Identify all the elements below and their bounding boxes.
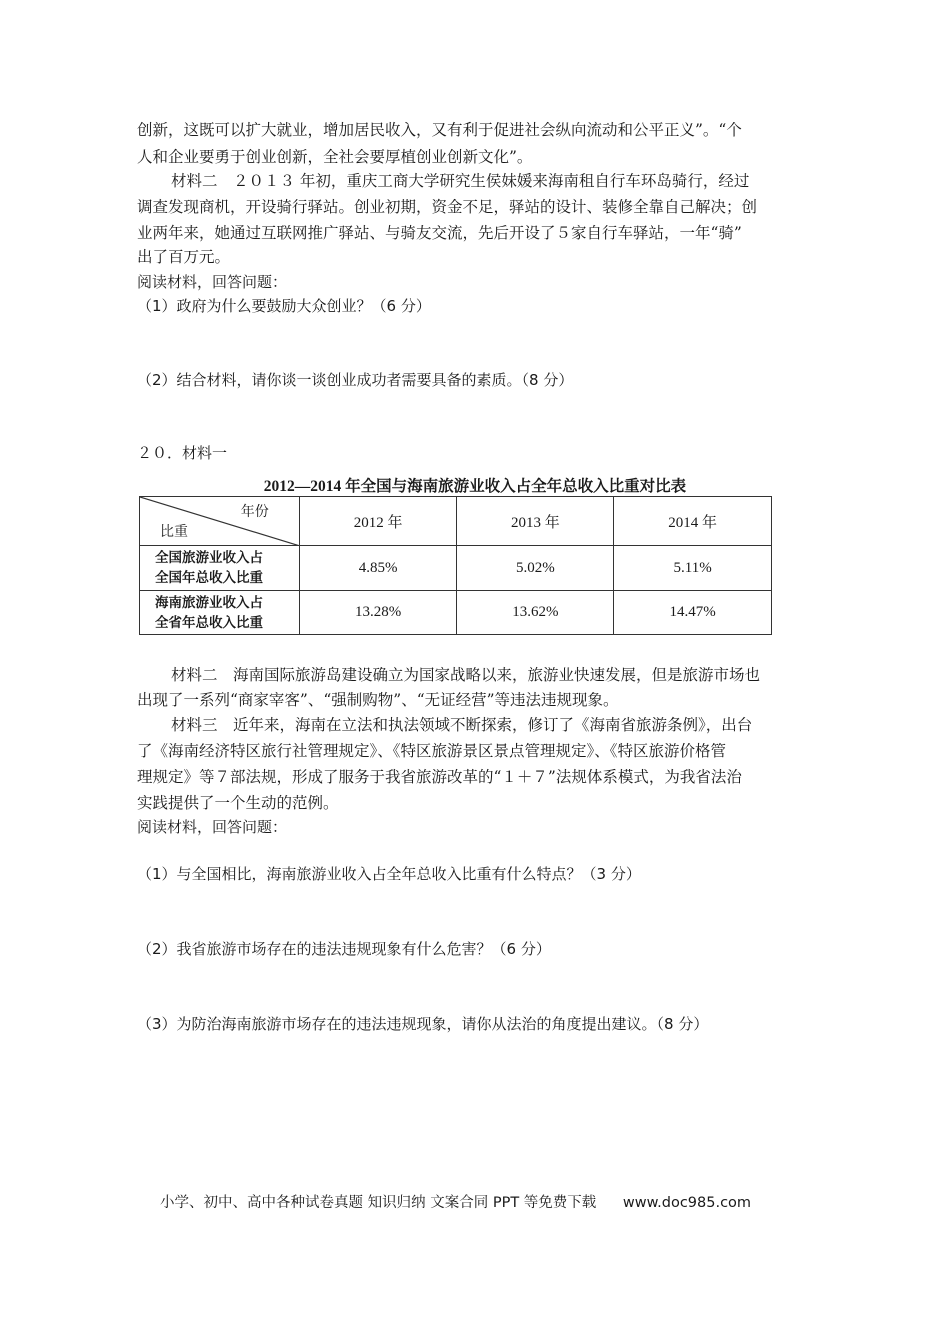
table-cell: 13.28% xyxy=(299,591,457,635)
row-label: 海南旅游业收入占 全省年总收入比重 xyxy=(140,591,300,635)
table-row xyxy=(140,546,772,591)
table-cell: 13.62% xyxy=(457,591,614,635)
corner-label-year: 年份 xyxy=(240,505,269,520)
table-cell: 14.47% xyxy=(614,591,772,635)
intro-line-1: 创新，这既可以扩大就业，增加居民收入，又有利于促进社会纵向流动和公平正义”。“个 xyxy=(137,121,742,139)
q20-prompt: 阅读材料，回答问题： xyxy=(137,818,288,836)
q20-material3-line-1: 材料三 近年来，海南在立法和执法领域不断探索，修订了《海南省旅游条例》，出台 xyxy=(171,716,753,734)
q20-heading: ２０．材料一 xyxy=(137,444,228,462)
table-corner-cell xyxy=(140,497,300,546)
table-title: 2012—2014 年全国与海南旅游业收入占全年总收入比重对比表 xyxy=(263,478,687,495)
q20-question-2: （2）我省旅游市场存在的违法违规现象有什么危害？（6 分） xyxy=(137,940,551,958)
year-header: 2012 年 xyxy=(299,497,457,546)
table-cell: 5.02% xyxy=(457,546,614,591)
row-label: 全国旅游业收入占 全国年总收入比重 xyxy=(140,546,300,591)
table-cell: 5.11% xyxy=(614,546,772,591)
corner-label-ratio: 比重 xyxy=(160,525,188,540)
footer-url-link[interactable]: www.doc985.com xyxy=(622,1195,752,1211)
q19-prompt: 阅读材料，回答问题： xyxy=(137,273,288,291)
q19-question-2: （2）结合材料，请你谈一谈创业成功者需要具备的素质。（8 分） xyxy=(137,371,574,389)
q20-material2-line-2: 出现了一系列“商家宰客”、“强制购物”、“无证经营”等违法违规现象。 xyxy=(137,691,619,709)
intro-line-2: 人和企业要勇于创业创新，全社会要厚植创业创新文化”。 xyxy=(137,148,533,166)
q19-material2-line-1: 材料二 ２０１３ 年初，重庆工商大学研究生侯妹媛来海南租自行车环岛骑行，经过 xyxy=(171,172,750,190)
q19-material2-line-2: 调查发现商机，开设骑行驿站。创业初期，资金不足，驿站的设计、装修全靠自己解决；创 xyxy=(137,198,758,216)
table-cell: 4.85% xyxy=(299,546,457,591)
q20-material3-line-3: 理规定》等７部法规，形成了服务于我省旅游改革的“１＋７”法规体系模式，为我省法治 xyxy=(137,768,742,786)
q19-material2-line-4: 出了百万元。 xyxy=(137,248,231,266)
q20-material3-line-2: 了《海南经济特区旅行社管理规定》、《特区旅游景区景点管理规定》、《特区旅游价格管 xyxy=(137,742,727,760)
q19-material2-line-3: 业两年来，她通过互联网推广驿站、与骑友交流，先后开设了５家自行车驿站，一年“骑” xyxy=(137,224,742,242)
year-header: 2014 年 xyxy=(614,497,772,546)
q20-material2-line-1: 材料二 海南国际旅游岛建设确立为国家战略以来，旅游业快速发展，但是旅游市场也 xyxy=(171,666,761,684)
footer-text: 小学、初中、高中各种试卷真题 知识归纳 文案合同 PPT 等免费下载 xyxy=(160,1195,597,1211)
q20-material3-line-4: 实践提供了一个生动的范例。 xyxy=(137,794,339,812)
page-footer xyxy=(160,1191,751,1212)
table-row xyxy=(140,591,772,635)
ratio-table xyxy=(139,496,772,635)
q19-question-1: （1）政府为什么要鼓励大众创业？（6 分） xyxy=(137,297,431,315)
q20-question-3: （3）为防治海南旅游市场存在的违法违规现象，请你从法治的角度提出建议。（8 分） xyxy=(137,1015,709,1033)
year-header: 2013 年 xyxy=(457,497,614,546)
q20-question-1: （1）与全国相比，海南旅游业收入占全年总收入比重有什么特点？（3 分） xyxy=(137,865,641,883)
